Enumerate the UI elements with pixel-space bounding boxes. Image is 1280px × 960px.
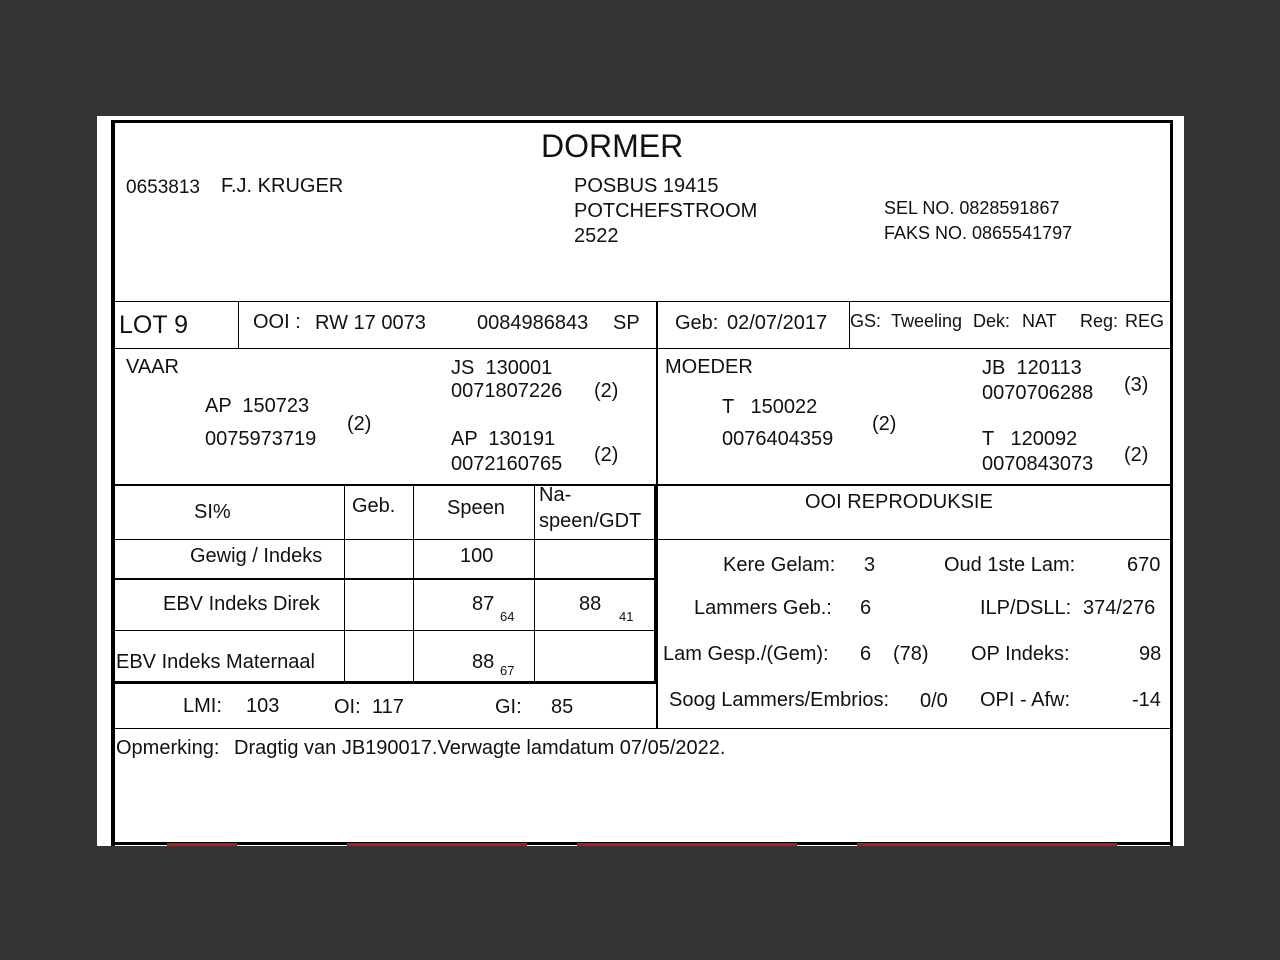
vline-si-1 [344,484,345,682]
naspeen-value: 88 [579,593,602,615]
oud-value: 670 [1127,554,1161,576]
lmi-label: LMI: [183,695,222,717]
remark-label: Opmerking: [116,737,220,759]
sire-sire-id: JS 130001 [451,357,553,379]
birth-date: 02/07/2017 [727,312,828,334]
clipped-red-text [577,843,797,846]
owner-name: F.J. KRUGER [221,175,344,197]
soog-value: 0/0 [920,690,948,712]
row-label: EBV Indeks Maternaal [116,651,315,673]
sire-dam-id: AP 130191 [451,428,556,450]
lot-label: LOT 9 [119,311,189,339]
speen-subscript: 67 [500,663,515,678]
sire-id: AP 150723 [205,395,310,417]
dam-dam-count: (2) [1124,444,1149,466]
ewe-label: OOI : [253,311,301,333]
frame-left [111,120,115,846]
frame-top [111,120,1173,123]
vline-si-4 [654,484,657,684]
clipped-red-text [857,843,1117,846]
speen-value: 88 [472,651,495,673]
divider-row1 [111,578,657,580]
opi-value: -14 [1132,689,1161,711]
oud-label: Oud 1ste Lam: [944,554,1076,576]
divider-si-header [111,539,1171,540]
si-header: SI% [194,501,231,523]
kere-gelam-label: Kere Gelam: [723,554,836,576]
frame-right [1170,120,1173,846]
phone-number: SEL NO. 0828591867 [884,198,1060,218]
dek-label: Dek: [973,311,1011,331]
lam-gesp-label: Lam Gesp./(Gem): [663,643,829,665]
lot-card [97,116,1184,846]
lam-gesp-average: (78) [893,643,929,665]
sire-sire-reg-no: 0071807226 [451,380,563,402]
opi-label: OPI - Afw: [980,689,1071,711]
dam-dam-id: T 120092 [982,428,1078,450]
divider-pedigree [111,484,1171,486]
sire-label: VAAR [126,356,179,378]
lammers-geb-value: 6 [860,597,872,619]
vline-lot [238,301,239,348]
oi-value: 117 [372,696,404,718]
ewe-reg-no: 0084986843 [477,312,589,334]
sire-dam-reg-no: 0072160765 [451,453,563,475]
row-label: EBV Indeks Direk [163,593,320,615]
clipped-red-text [167,843,237,846]
divider-row2 [111,630,657,631]
lam-gesp-value: 6 [860,643,872,665]
geb-header: Geb. [352,495,396,517]
clipped-red-text [347,843,527,846]
ewe-id: RW 17 0073 [315,312,426,334]
sire-sire-count: (2) [594,380,619,402]
gi-label: GI: [495,696,522,718]
vline-si-3 [534,484,535,682]
sire-reg-no: 0075973719 [205,428,317,450]
kere-gelam-value: 3 [864,554,876,576]
sire-count: (2) [347,413,372,435]
lmi-value: 103 [246,695,280,717]
owner-code: 0653813 [126,177,200,198]
dam-sire-id: JB 120113 [982,357,1082,379]
divider-row3 [111,681,657,684]
divider-lot [111,348,1171,349]
sire-dam-count: (2) [594,444,619,466]
row-label: Gewig / Indeks [190,545,323,567]
oi-label: OI: [334,696,361,718]
vline-si-2 [413,484,414,682]
dam-sire-reg-no: 0070706288 [982,382,1094,404]
gs-value: Tweeling [891,311,963,331]
dek-value: NAT [1022,311,1057,331]
dam-count: (2) [872,413,897,435]
naspeen-header-2: speen/GDT [539,510,642,532]
divider-header [111,301,1171,302]
reg-value: REG [1125,311,1165,331]
gi-value: 85 [551,696,574,718]
op-index-value: 98 [1139,643,1162,665]
reproduction-title: OOI REPRODUKSIE [805,491,993,513]
reg-label: Reg: [1080,311,1119,331]
naspeen-subscript: 41 [619,609,634,624]
breed-title: DORMER [541,128,684,164]
dam-id: T 150022 [722,396,818,418]
speen-subscript: 64 [500,609,515,624]
birth-date-label: Geb: [675,312,719,334]
speen-value: 87 [472,593,495,615]
address-line-1: POSBUS 19415 [574,175,719,197]
lammers-geb-label: Lammers Geb.: [694,597,832,619]
soog-label: Soog Lammers/Embrios: [669,689,890,711]
ewe-sp: SP [613,312,640,334]
ilp-label: ILP/DSLL: [980,597,1072,619]
dam-sire-count: (3) [1124,374,1149,396]
op-index-label: OP Indeks: [971,643,1070,665]
address-line-3: 2522 [574,225,619,247]
remark-text: Dragtig van JB190017.Verwagte lamdatum 07/05/2022. [234,737,726,759]
address-line-2: POTCHEFSTROOM [574,200,758,222]
ilp-value: 374/276 [1083,597,1156,619]
dam-dam-reg-no: 0070843073 [982,453,1094,475]
dam-label: MOEDER [665,356,753,378]
naspeen-header-1: Na- [539,484,572,506]
fax-number: FAKS NO. 0865541797 [884,223,1073,243]
speen-header: Speen [447,497,505,519]
speen-value: 100 [460,545,494,567]
gs-label: GS: [850,311,882,331]
divider-remark [111,728,1171,729]
dam-reg-no: 0076404359 [722,428,834,450]
